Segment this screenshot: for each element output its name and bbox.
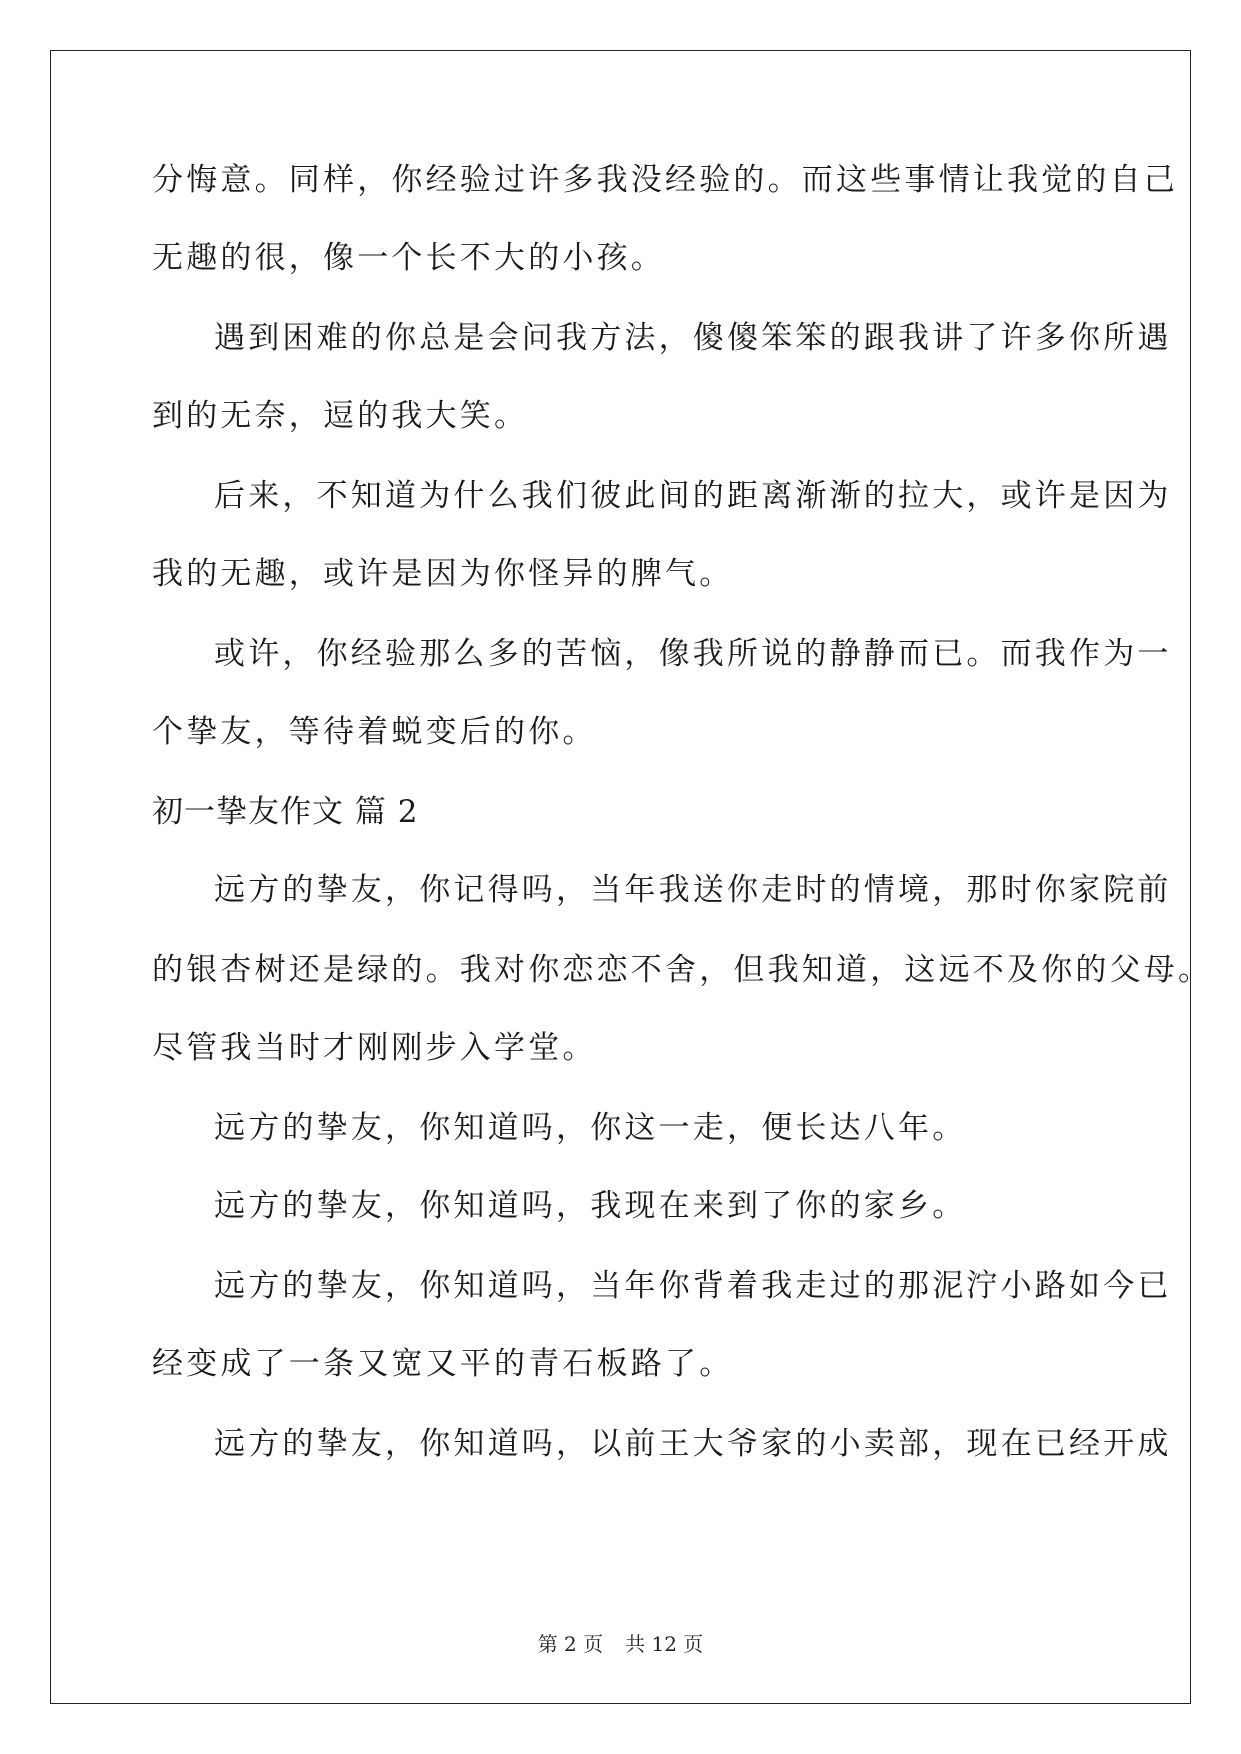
text-line: 尽管我当时才刚刚步入学堂。 <box>152 1030 597 1066</box>
text-line: 的银杏树还是绿的。我对你恋恋不舍，但我知道，这远不及你的父母。 <box>152 952 1213 988</box>
page-footer <box>0 1628 1241 1657</box>
text-line: 远方的挚友，你知道吗，当年你背着我走过的那泥泞小路如今已 <box>214 1268 1172 1304</box>
text-line: 远方的挚友，你知道吗，我现在来到了你的家乡。 <box>214 1188 967 1224</box>
section-heading: 初一挚友作文 篇 2 <box>152 794 419 830</box>
text-line: 远方的挚友，你知道吗，以前王大爷家的小卖部，现在已经开成 <box>214 1426 1172 1462</box>
text-line: 远方的挚友，你记得吗，当年我送你走时的情境，那时你家院前 <box>214 872 1172 908</box>
text-line: 无趣的很，像一个长不大的小孩。 <box>152 240 665 276</box>
text-line: 到的无奈，逗的我大笑。 <box>152 398 529 434</box>
text-line: 个挚友，等待着蜕变后的你。 <box>152 714 597 750</box>
page-number: 第 2 页 <box>537 1632 604 1656</box>
text-line: 或许，你经验那么多的苦恼，像我所说的静静而已。而我作为一 <box>214 636 1172 672</box>
text-line: 后来，不知道为什么我们彼此间的距离渐渐的拉大，或许是因为 <box>214 478 1172 514</box>
text-line: 我的无趣，或许是因为你怪异的脾气。 <box>152 556 734 592</box>
text-line: 经变成了一条又宽又平的青石板路了。 <box>152 1346 734 1382</box>
text-line: 遇到困难的你总是会问我方法，傻傻笨笨的跟我讲了许多你所遇 <box>214 320 1172 356</box>
page-total: 共 12 页 <box>625 1632 704 1656</box>
text-line: 远方的挚友，你知道吗，你这一走，便长达八年。 <box>214 1110 967 1146</box>
text-line: 分悔意。同样，你经验过许多我没经验的。而这些事情让我觉的自己 <box>152 162 1178 198</box>
